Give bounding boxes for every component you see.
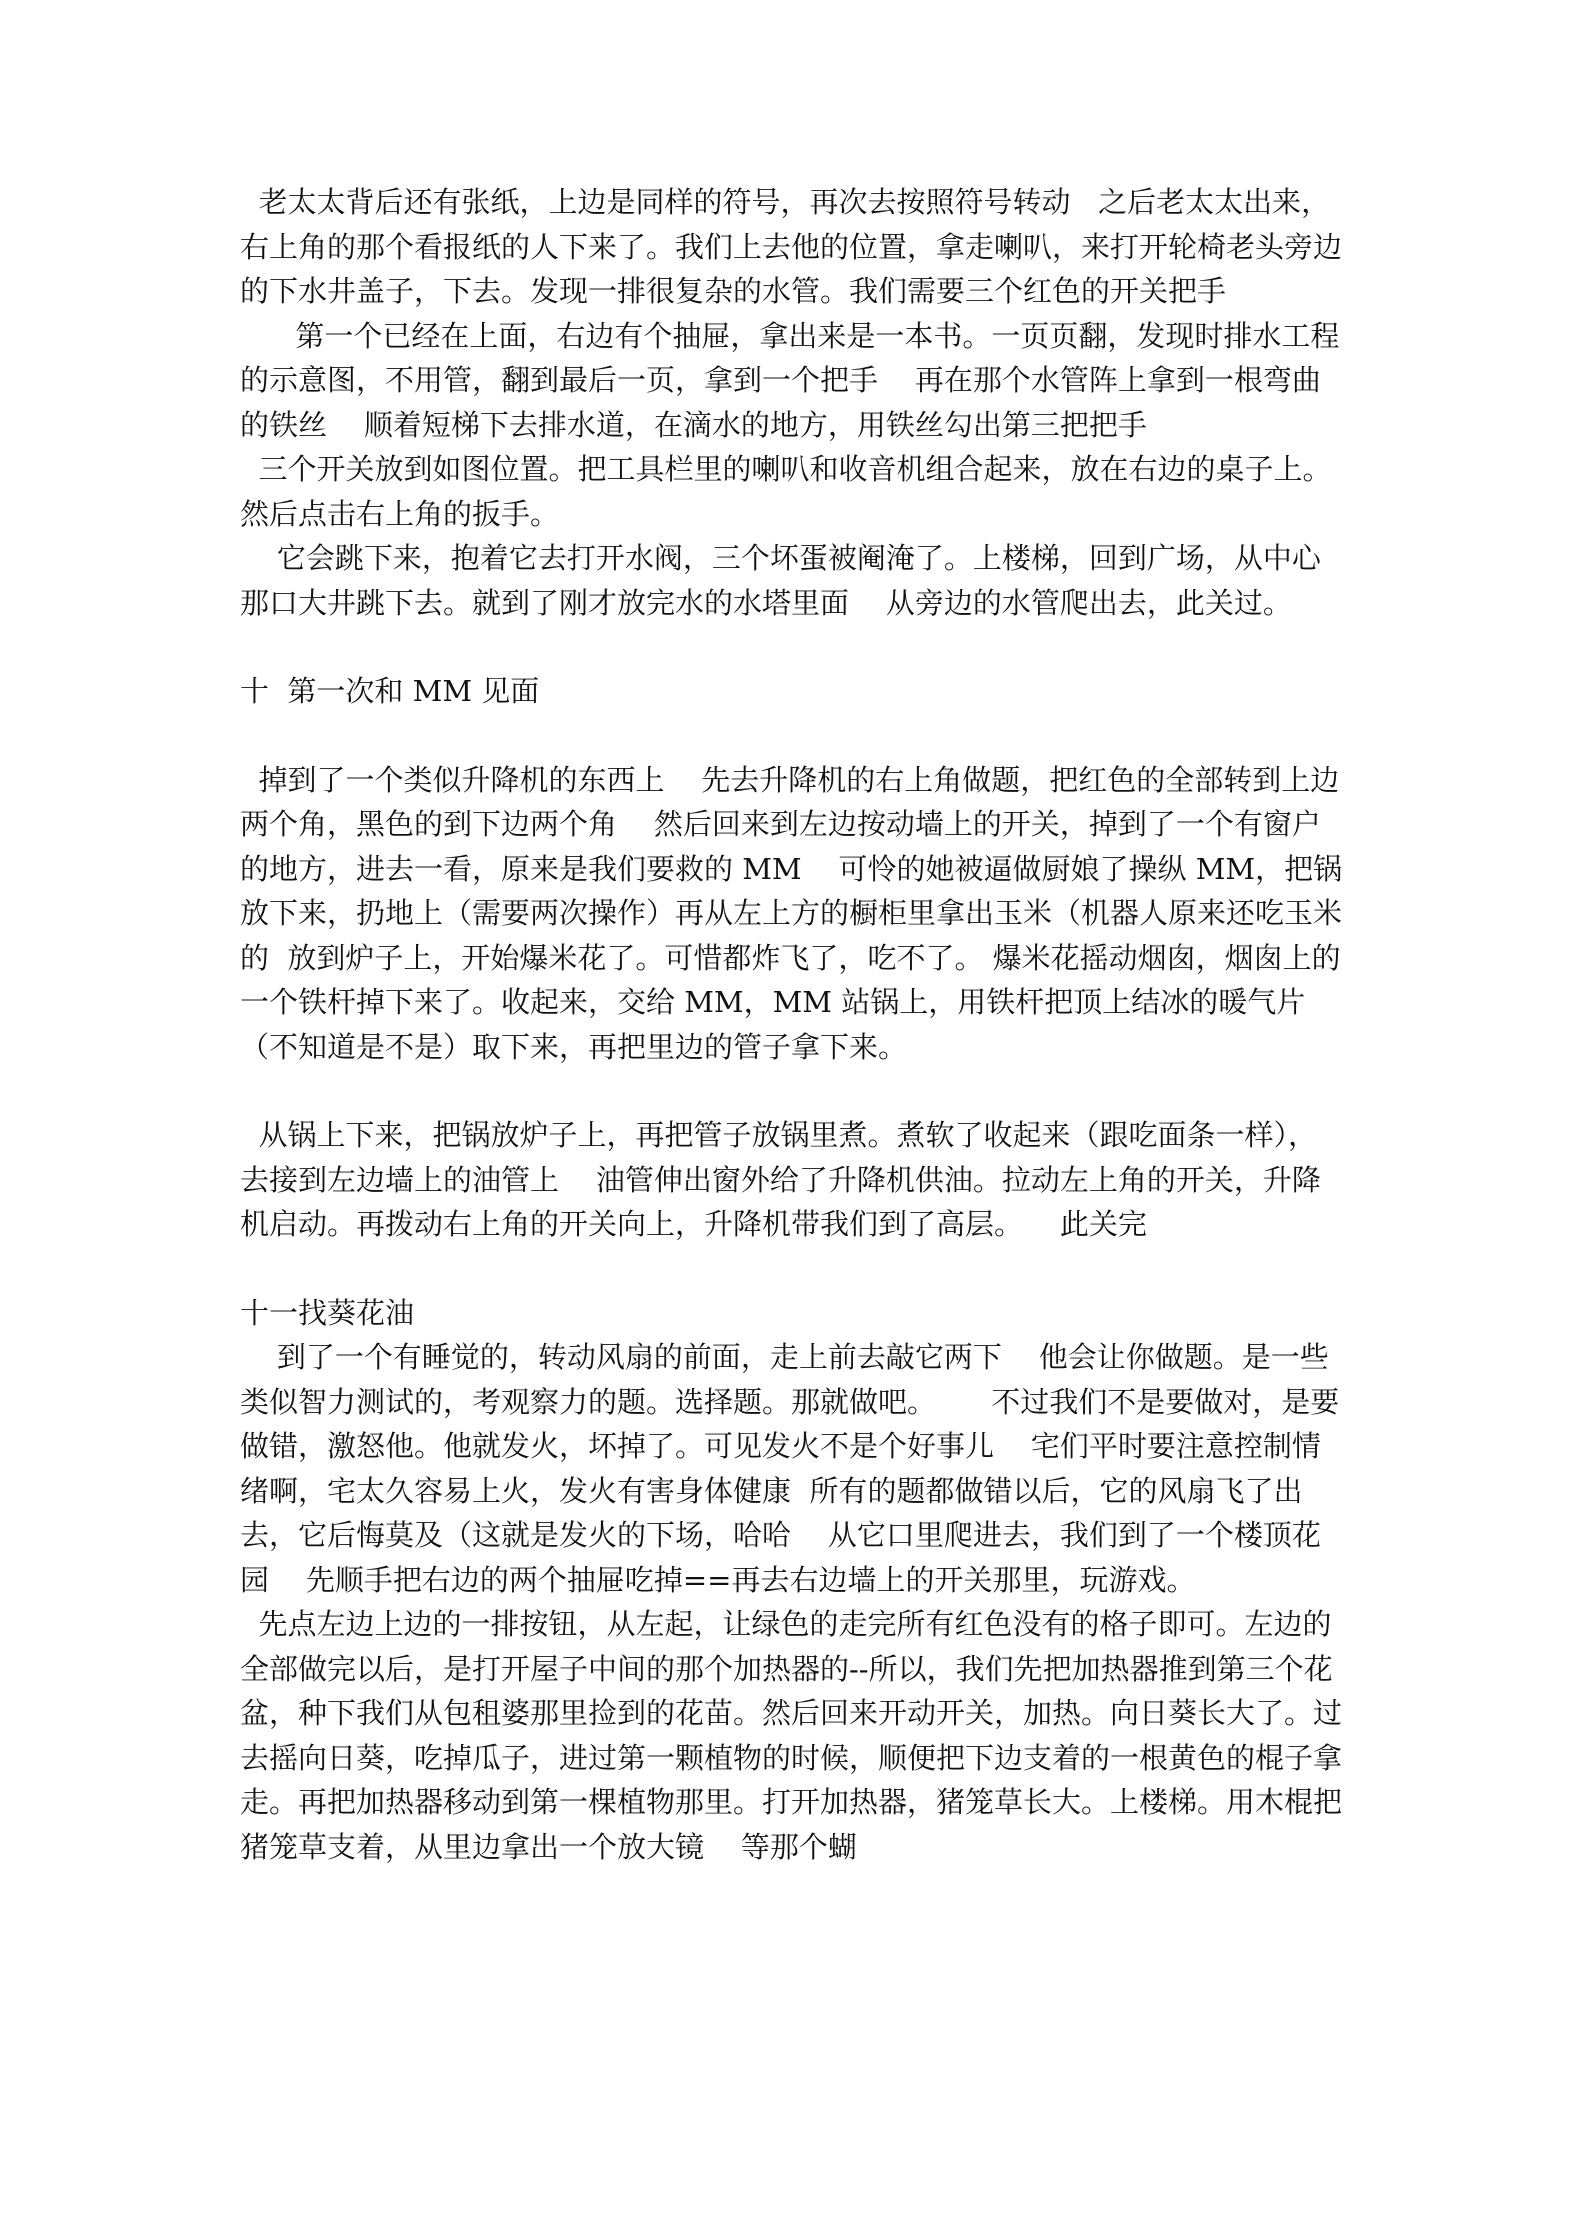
spacer (240, 714, 1344, 758)
paragraph-elevator: 掉到了一个类似升降机的东西上 先去升降机的右上角做题，把红色的全部转到上边两个角，黑色的到下边两个角 然后回来到左边按动墙上的开关，掉到了一个有窗户的地方，进去一看，原来是我们要救的 MM 可怜的她被逼做厨娘了操纵 MM，把锅放下来，扔地上（需要两次操作）再从左上方的橱柜里拿出玉米（机器人原来还吃玉米的 放到炉子上，开始爆米花了。可惜都炸飞了，吃不了。 爆米花摇动烟囱，烟囱上的一个铁杆掉下来了。收起来，交给 MM，MM 站锅上，用铁杆把顶上结冰的暖气片（不知道是不是）取下来，再把里边的管子拿下来。 (240, 762, 1343, 1064)
paragraph-old-lady-paper: 老太太背后还有张纸，上边是同样的符号，再次去按照符号转动 之后老太太出来，右上角的那个看报纸的人下来了。我们上去他的位置，拿走喇叭，来打开轮椅老头旁边的下水井盖子，下去。发现一排很复杂的水管。我们需要三个红色的开关把手 (240, 185, 1343, 308)
section-heading-ten: 十 第一次和 MM 见面 (240, 674, 540, 708)
paragraph-water-valve: 它会跳下来，抱着它去打开水阀，三个坏蛋被阉淹了。上楼梯，回到广场，从中心那口大井跳下去。就到了刚才放完水的水塔里面 从旁边的水管爬出去，此关过。 (240, 541, 1321, 620)
spacer (240, 1247, 1344, 1291)
paragraph-first-handle: 第一个已经在上面，右边有个抽屉，拿出来是一本书。一页页翻，发现时排水工程的示意图，不用管，翻到最后一页，拿到一个把手 再在那个水管阵上拿到一根弯曲的铁丝 顺着短梯下去排水道，在滴水的地方，用铁丝勾出第三把把手 (240, 318, 1340, 442)
spacer (240, 1069, 1344, 1113)
paragraph-pot-and-pipe: 从锅上下来，把锅放炉子上，再把管子放锅里煮。煮软了收起来（跟吃面条一样），去接到左边墙上的油管上 油管伸出窗外给了升降机供油。拉动左上角的开关，升降机启动。再拨动右上角的开关向上，升降机带我们到了高层。 此关完 (240, 1118, 1321, 1241)
section-heading-eleven: 十一找葵花油 (240, 1295, 415, 1330)
paragraph-fan-quiz: 到了一个有睡觉的，转动风扇的前面，走上前去敲它两下 他会让你做题。是一些类似智力测试的，考观察力的题。选择题。那就做吧。 不过我们不是要做对，是要做错，激怒他。他就发火，坏掉了。可见发火不是个好事儿 宅们平时要注意控制情绪啊，宅太久容易上火，发火有害身体健康 所有的题都做错以后，它的风扇飞了出去，它后悔莫及（这就是发火的下场，哈哈 从它口里爬进去，我们到了一个楼顶花园 先顺手把右边的两个抽屉吃掉==再去右边墙上的开关那里，玩游戏。 (240, 1340, 1340, 1597)
document-page (240, 180, 1344, 1869)
spacer (240, 625, 1344, 669)
paragraph-three-switches: 三个开关放到如图位置。把工具栏里的喇叭和收音机组合起来，放在右边的桌子上。然后点击右上角的扳手。 (240, 452, 1332, 531)
paragraph-heater-plants: 先点左边上边的一排按钮，从左起，让绿色的走完所有红色没有的格子即可。左边的全部做完以后，是打开屋子中间的那个加热器的--所以，我们先把加热器推到第三个花盆，种下我们从包租婆那里捡到的花苗。然后回来开动开关，加热。向日葵长大了。过去摇向日葵，吃掉瓜子，进过第一颗植物的时候，顺便把下边支着的一根黄色的棍子拿走。再把加热器移动到第一棵植物那里。打开加热器，猪笼草长大。上楼梯。用木棍把猪笼草支着，从里边拿出一个放大镜 等那个蝴 (240, 1607, 1343, 1864)
